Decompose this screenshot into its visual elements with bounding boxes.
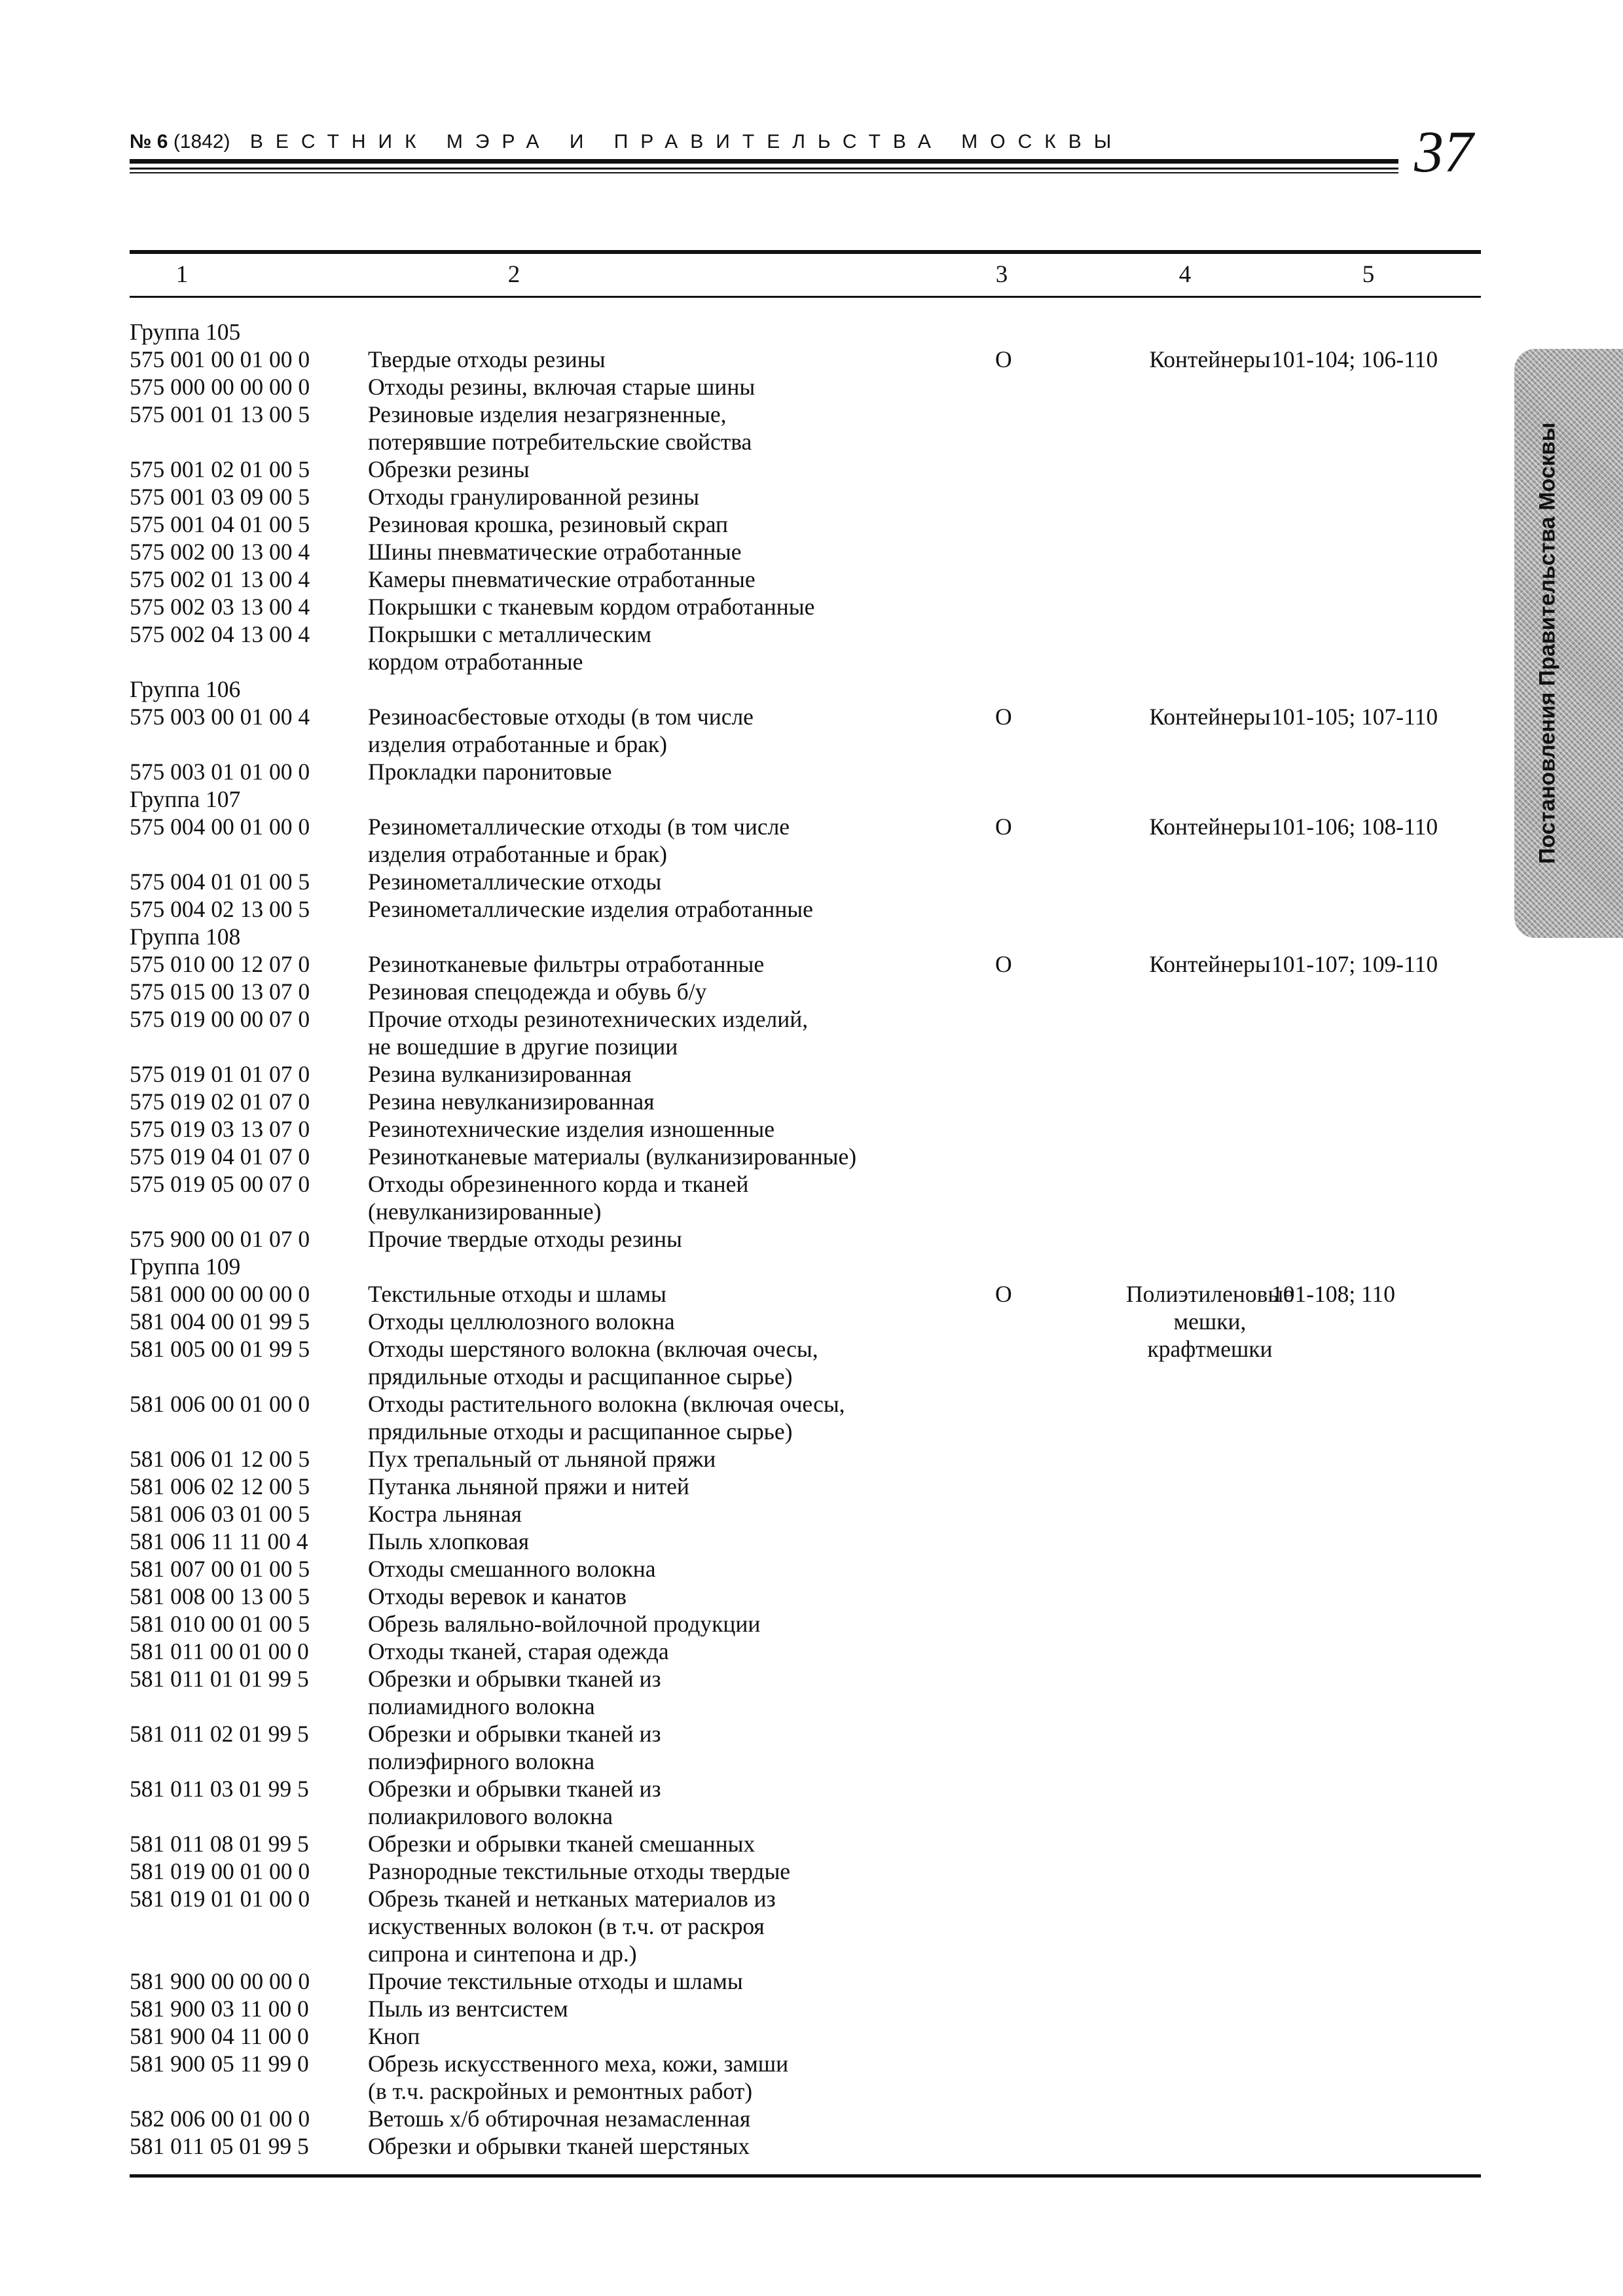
waste-code: 575 001 00 01 00 0 [130,346,310,372]
table-row [130,593,1481,620]
waste-code: 575 900 00 01 07 0 [130,1226,310,1252]
waste-code: Группа 107 [130,786,241,812]
waste-name: Покрышки с металлическим [368,621,651,647]
table-body [130,318,1481,2160]
table-row [130,511,1481,538]
waste-name: не вошедшие в другие позиции [368,1033,678,1060]
waste-name: Обрезки и обрывки тканей из [368,1776,661,1802]
column-header-1: 1 [175,261,189,288]
waste-code: 581 011 02 01 99 5 [130,1721,309,1747]
waste-code: 575 002 00 13 00 4 [130,539,310,565]
container-type: Контейнеры [1149,951,1271,977]
waste-name: Разнородные текстильные отходы твердые [368,1858,791,1884]
waste-name: Резинометаллические изделия отработанные [368,896,813,922]
waste-name: Обрезки и обрывки тканей из [368,1721,661,1747]
table-row [130,923,1481,950]
waste-name: Резинотехнические изделия изношенные [368,1116,775,1142]
table-row [130,1225,1481,1253]
waste-code: 581 019 00 01 00 0 [130,1858,310,1884]
table-header-rule [130,296,1481,298]
waste-code: 581 010 00 01 00 5 [130,1611,310,1637]
waste-code: 575 004 01 01 00 5 [130,869,310,895]
table-row [130,1693,1481,1720]
waste-code: 575 004 00 01 00 0 [130,814,310,840]
table-row [130,1775,1481,1803]
waste-name: Отходы шерстяного волокна (включая очесы, [368,1336,818,1362]
waste-code: Группа 106 [130,676,241,702]
header-rule [130,172,1398,173]
waste-name: Прочие текстильные отходы и шламы [368,1968,743,1994]
table-row [130,1748,1481,1775]
table-row [130,2022,1481,2050]
hazard-class: О [995,814,1012,840]
waste-name: прядильные отходы и расщипанное сырье) [368,1363,793,1390]
waste-code: 581 900 04 11 00 0 [130,2023,309,2049]
waste-name: Путанка льняной пряжи и нитей [368,1473,689,1499]
waste-name: Обрезки резины [368,456,530,482]
waste-code: 575 003 01 01 00 0 [130,759,310,785]
table-row [130,1720,1481,1748]
waste-name: Отходы целлюлозного волокна [368,1308,675,1335]
table-row [130,895,1481,923]
compatible-groups: 101-106; 108-110 [1271,814,1438,840]
column-header-4: 4 [1178,261,1192,288]
table-row [130,1115,1481,1143]
table-row [130,675,1481,703]
waste-code: 575 002 04 13 00 4 [130,621,310,647]
table-row [130,2105,1481,2132]
waste-code: 581 008 00 13 00 5 [130,1583,310,1609]
table-row [130,565,1481,593]
table-row [130,1500,1481,1528]
table-row [130,840,1481,868]
waste-code: 575 010 00 12 07 0 [130,951,310,977]
table-row [130,1033,1481,1060]
waste-code: 581 006 00 01 00 0 [130,1391,310,1417]
table-row [130,1473,1481,1500]
waste-code: 581 900 05 11 99 0 [130,2051,309,2077]
container-type: Контейнеры [1149,346,1271,372]
column-header-2: 2 [507,261,520,288]
table-row [130,1170,1481,1198]
compatible-groups: 101-107; 109-110 [1271,951,1438,977]
table-row [130,1555,1481,1583]
compatible-groups: 101-108; 110 [1271,1281,1395,1307]
table-row [130,2077,1481,2105]
table-row [130,1005,1481,1033]
table-row [130,1088,1481,1115]
waste-name: Покрышки с тканевым кордом отработанные [368,594,815,620]
waste-name: Резинотканевые материалы (вулканизированные) [368,1143,857,1170]
waste-code: 582 006 00 01 00 0 [130,2106,310,2132]
table-row [130,1638,1481,1665]
waste-name: Твердые отходы резины [368,346,606,372]
table-row [130,758,1481,785]
waste-name: полиэфирного волокна [368,1748,595,1774]
waste-code: 581 011 01 01 99 5 [130,1666,309,1692]
waste-name: Отходы резины, включая старые шины [368,374,756,400]
table-row [130,318,1481,346]
table-row [130,813,1481,840]
waste-name: (невулканизированные) [368,1198,602,1225]
waste-code: 575 015 00 13 07 0 [130,978,310,1005]
waste-name: Шины пневматические отработанные [368,539,742,565]
waste-code: Группа 105 [130,319,241,345]
table-bottom-rule [130,2174,1481,2178]
waste-name: Резиновая спецодежда и обувь б/у [368,978,707,1005]
waste-name: Текстильные отходы и шламы [368,1281,666,1307]
table-row [130,1363,1481,1390]
waste-name: сипрона и синтепона и др.) [368,1941,637,1967]
waste-name: прядильные отходы и расщипанное сырье) [368,1418,793,1444]
column-header-3: 3 [995,261,1008,288]
table-row [130,483,1481,511]
waste-code: 581 004 00 01 99 5 [130,1308,310,1335]
waste-name: Прочие твердые отходы резины [368,1226,682,1252]
waste-name: искуственных волокон (в т.ч. от раскроя [368,1913,765,1939]
waste-name: Резина вулканизированная [368,1061,632,1087]
waste-code: 575 019 05 00 07 0 [130,1171,310,1197]
waste-code: 581 900 00 00 00 0 [130,1968,310,1994]
waste-name: полиамидного волокна [368,1693,595,1719]
header-rule [130,159,1398,164]
waste-name: Ветошь х/б обтирочная незамасленная [368,2106,751,2132]
waste-code: 575 001 01 13 00 5 [130,401,310,427]
table-row [130,620,1481,648]
table-row [130,1940,1481,1967]
waste-name: Обрезки и обрывки тканей смешанных [368,1831,756,1857]
container-type: Контейнеры [1149,814,1271,840]
table-row [130,1060,1481,1088]
waste-code: 581 019 01 01 00 0 [130,1886,310,1912]
issue-number: № 6 [130,131,168,152]
table-row [130,1803,1481,1830]
table-row [130,1885,1481,1912]
journal-title: ВЕСТНИК МЭРА И ПРАВИТЕЛЬСТВА МОСКВЫ [249,131,1124,152]
waste-name: Отходы обрезиненного корда и тканей [368,1171,749,1197]
waste-name: Резина невулканизированная [368,1088,655,1115]
waste-name: Обрезь тканей и нетканых материалов из [368,1886,776,1912]
waste-name: полиакрилового волокна [368,1803,613,1829]
waste-name: Прокладки паронитовые [368,759,612,785]
table-row [130,538,1481,565]
container-type: Полиэтиленовые мешки, крафтмешки [1126,1281,1294,1362]
waste-code: 575 001 02 01 00 5 [130,456,310,482]
table-row [130,1857,1481,1885]
waste-code: 575 019 01 01 07 0 [130,1061,310,1087]
waste-name: Обрезь искусственного меха, кожи, замши [368,2051,789,2077]
waste-code: 575 019 00 00 07 0 [130,1006,310,1032]
table-row [130,1198,1481,1225]
waste-code: 581 011 03 01 99 5 [130,1776,309,1802]
waste-code: 575 003 00 01 00 4 [130,704,310,730]
waste-name: Кноп [368,2023,420,2049]
waste-code: 575 019 03 13 07 0 [130,1116,310,1142]
table-row [130,1665,1481,1693]
waste-code: 575 019 02 01 07 0 [130,1088,310,1115]
waste-name: Отходы гранулированной резины [368,484,700,510]
hazard-class: О [995,951,1012,977]
waste-code: 581 005 00 01 99 5 [130,1336,310,1362]
column-header-5: 5 [1362,261,1375,288]
table-row [130,1143,1481,1170]
table-row [130,1995,1481,2022]
waste-name: Камеры пневматические отработанные [368,566,756,592]
waste-code: Группа 109 [130,1253,241,1280]
waste-name: Пыль хлопковая [368,1528,530,1554]
header-rule [130,168,1398,170]
waste-code: 581 900 03 11 00 0 [130,1996,309,2022]
table-row [130,1830,1481,1857]
waste-code: 575 001 04 01 00 5 [130,511,310,537]
waste-name: Прочие отходы резинотехнических изделий, [368,1006,809,1032]
hazard-class: О [995,1281,1012,1307]
waste-code: Группа 108 [130,924,241,950]
waste-code: 581 011 08 01 99 5 [130,1831,309,1857]
waste-name: изделия отработанные и брак) [368,841,667,867]
table-row [130,1308,1481,1335]
waste-name: Резинометаллические отходы [368,869,662,895]
waste-name: Отходы веревок и канатов [368,1583,627,1609]
waste-name: Резиновые изделия незагрязненные, [368,401,727,427]
table-row [130,401,1481,428]
waste-name: Резинометаллические отходы (в том числе [368,814,790,840]
table-row [130,1445,1481,1473]
table-row [130,373,1481,401]
waste-code: 575 002 01 13 00 4 [130,566,310,592]
waste-name: Резинотканевые фильтры отработанные [368,951,765,977]
table-row [130,1967,1481,1995]
table-row [130,785,1481,813]
waste-code: 581 006 01 12 00 5 [130,1446,310,1472]
waste-code: 575 002 03 13 00 4 [130,594,310,620]
table-row [130,2132,1481,2160]
table-row [130,1390,1481,1418]
waste-name: Резиновая крошка, резиновый скрап [368,511,729,537]
table-row [130,703,1481,730]
section-tab-label: Постановления Правительства Москвы [1535,422,1560,865]
waste-name: Отходы растительного волокна (включая очесы, [368,1391,845,1417]
table-row [130,1528,1481,1555]
waste-code: 575 000 00 00 00 0 [130,374,310,400]
waste-name: изделия отработанные и брак) [368,731,667,757]
waste-name: Отходы тканей, старая одежда [368,1638,669,1664]
table-row [130,950,1481,978]
table-row [130,1335,1481,1363]
table-top-rule [130,250,1481,254]
hazard-class: О [995,704,1012,730]
table-row [130,1253,1481,1280]
waste-code: 581 011 05 01 99 5 [130,2133,309,2159]
table-row [130,1583,1481,1610]
waste-name: кордом отработанные [368,649,583,675]
waste-name: Обрезки и обрывки тканей шерстяных [368,2133,750,2159]
table-row [130,428,1481,456]
waste-name: Отходы смешанного волокна [368,1556,656,1582]
waste-code: 581 011 00 01 00 0 [130,1638,309,1664]
table-row [130,868,1481,895]
hazard-class: О [995,346,1012,372]
table-row [130,456,1481,483]
waste-code: 575 019 04 01 07 0 [130,1143,310,1170]
waste-name: Обрезки и обрывки тканей из [368,1666,661,1692]
waste-name: потерявшие потребительские свойства [368,429,752,455]
table-row [130,1610,1481,1638]
running-header [130,131,1123,153]
waste-name: Резиноасбестовые отходы (в том числе [368,704,754,730]
page-number: 37 [1414,120,1473,185]
waste-code: 575 001 03 09 00 5 [130,484,310,510]
waste-name: Костра льняная [368,1501,522,1527]
table-row [130,346,1481,373]
table-row [130,2050,1481,2077]
compatible-groups: 101-105; 107-110 [1271,704,1438,730]
waste-name: Обрезь валяльно-войлочной продукции [368,1611,761,1637]
table-row [130,730,1481,758]
waste-code: 581 006 02 12 00 5 [130,1473,310,1499]
waste-code: 581 006 11 11 00 4 [130,1528,308,1554]
table-row [130,648,1481,675]
waste-code: 581 007 00 01 00 5 [130,1556,310,1582]
waste-code: 575 004 02 13 00 5 [130,896,310,922]
table-row [130,1912,1481,1940]
issue-year: (1842) [173,131,230,152]
table-row [130,978,1481,1005]
container-type: Контейнеры [1149,704,1271,730]
waste-name: Пыль из вентсистем [368,1996,568,2022]
waste-code: 581 000 00 00 00 0 [130,1281,310,1307]
compatible-groups: 101-104; 106-110 [1271,346,1438,372]
waste-name: (в т.ч. раскройных и ремонтных работ) [368,2078,753,2104]
table-row [130,1418,1481,1445]
waste-code: 581 006 03 01 00 5 [130,1501,310,1527]
waste-name: Пух трепальный от льняной пряжи [368,1446,716,1472]
